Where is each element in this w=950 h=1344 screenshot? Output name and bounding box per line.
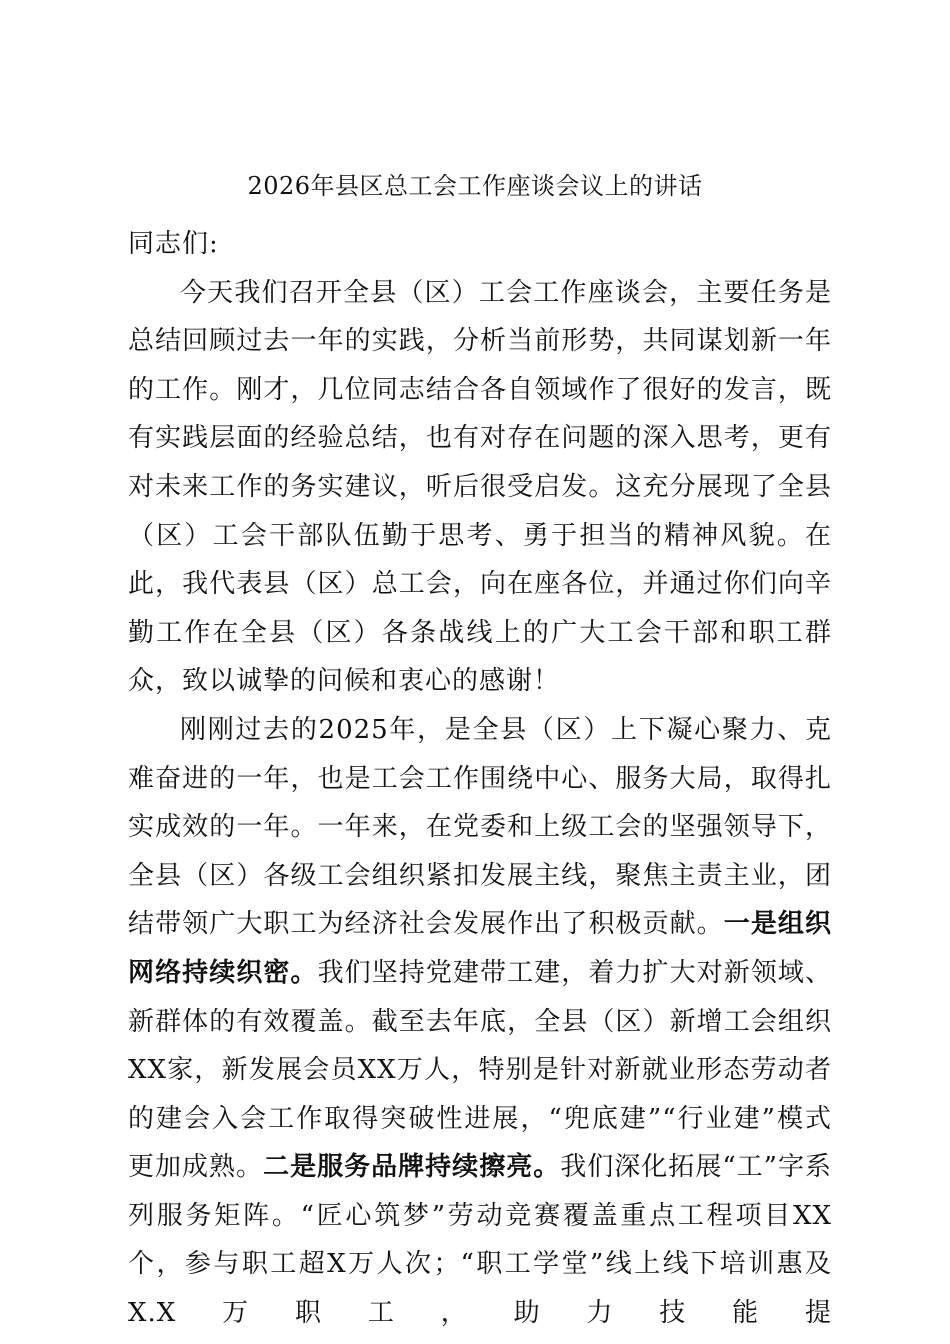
paragraph-review xyxy=(128,706,832,1338)
document-body xyxy=(128,220,832,1338)
point-one-text: 我们坚持党建带工建，着力扩大对新领域、新群体的有效覆盖。截至去年底，全县（区）新增工会组织XX家，新发展会员XX万人，特别是针对新就业形态劳动者的建会入会工作取得突破性进展，“兜底建”“行业建”模式更加成熟。 xyxy=(128,957,832,1183)
point-one-heading: 一是组织网络持续织密。 xyxy=(128,909,832,988)
salutation: 同志们: xyxy=(128,229,219,259)
paragraph-opening: 今天我们召开全县（区）工会工作座谈会，主要任务是总结回顾过去一年的实践，分析当前形势，共同谋划新一年的工作。刚才，几位同志结合各自领域作了很好的发言，既有实践层面的经验总结，也有对存在问题的深入思考，更有对未来工作的务实建议，听后很受启发。这充分展现了全县（区）工会干部队伍勤于思考、勇于担当的精神风貌。在此，我代表县（区）总工会，向在座各位，并通过你们向辛勤工作在全县（区）各条战线上的广大工会干部和职工群众，致以诚挚的问候和衷心的感谢！ xyxy=(128,277,832,697)
document-title: 2026年县区总工会工作座谈会议上的讲话 xyxy=(247,172,703,200)
paragraph-review-intro: 刚刚过去的2025年，是全县（区）上下凝心聚力、克难奋进的一年，也是工会工作围绕中心、服务大局，取得扎实成效的一年。一年来，在党委和上级工会的坚强领导下，全县（区）各级工会组织紧扣发展主线，聚焦主责主业，团结带领广大职工为经济社会发展作出了积极贡献。 xyxy=(128,714,832,940)
point-two-text: 我们深化拓展“工”字系列服务矩阵。“匠心筑梦”劳动竞赛覆盖重点工程项目XX个，参与职工超X万人次；“职工学堂”线上线下培训惠及X.X万职工，助力技能提 xyxy=(128,1152,832,1329)
point-two-heading: 二是服务品牌持续擦亮。 xyxy=(263,1152,561,1183)
